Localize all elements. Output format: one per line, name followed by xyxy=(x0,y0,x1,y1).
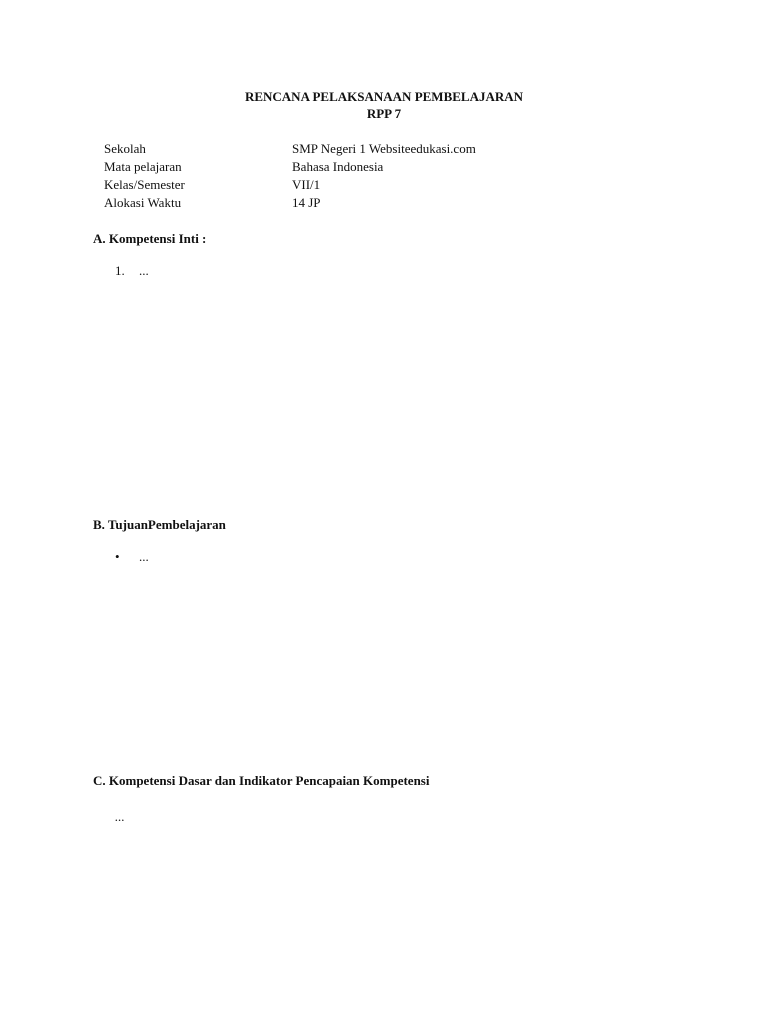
section-c-title: C. Kompetensi Dasar dan Indikator Pencapaian Kompetensi xyxy=(93,773,430,788)
section-b-title: B. TujuanPembelajaran xyxy=(93,517,226,532)
document-title: RENCANA PELAKSANAAN PEMBELAJARAN RPP 7 xyxy=(244,89,524,121)
section-c-placeholder: ... xyxy=(115,809,125,824)
section-b-placeholder: • ... xyxy=(115,549,149,564)
section-a-placeholder: 1. ... xyxy=(115,263,149,278)
section-a-title: A. Kompetensi Inti : xyxy=(93,231,207,246)
meta-table: Sekolah SMP Negeri 1 Websiteedukasi.com Mata pelajaran Bahasa Indonesia Kelas/Semester VII/1 Alokasi Waktu 14 JP xyxy=(104,141,476,210)
